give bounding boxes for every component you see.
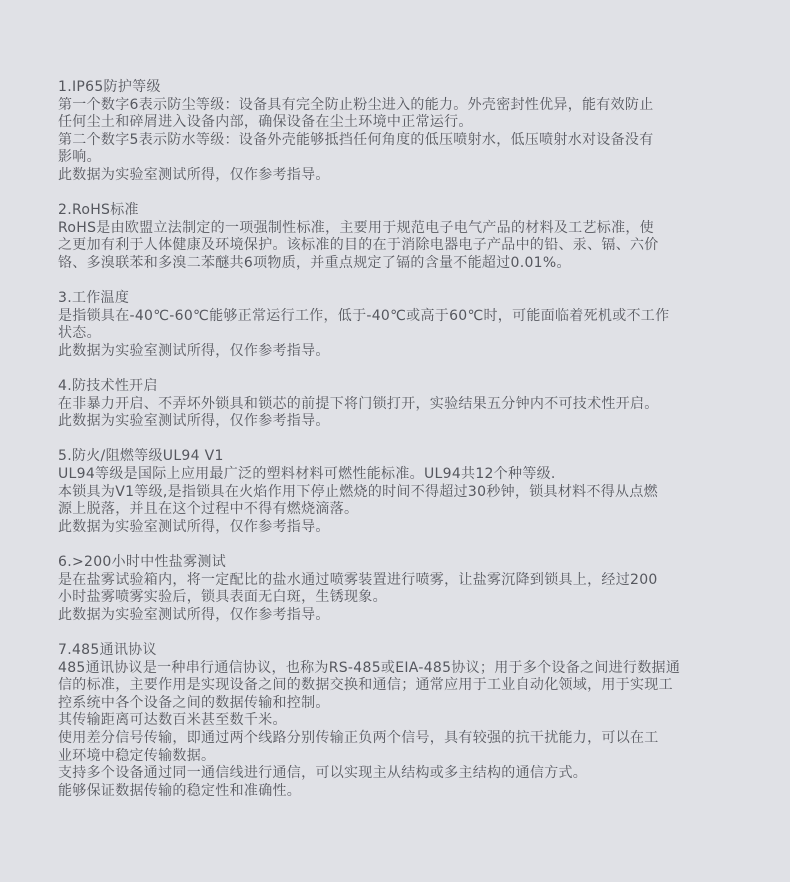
paragraph-line: 业环境中稳定传输数据。	[58, 747, 216, 764]
paragraph-line: 使用差分信号传输，即通过两个线路分别传输正负两个信号，具有较强的抗干扰能力，可以在工	[58, 729, 659, 746]
paragraph-line: 状态。	[58, 325, 101, 342]
paragraph-line: UL94等级是国际上应用最广泛的塑料材料可燃性能标准。UL94共12个种等级.	[58, 466, 556, 483]
paragraph-line: 其传输距离可达数百米甚至数千米。	[58, 712, 287, 729]
section-heading: 2.RoHS标准	[58, 202, 139, 219]
paragraph-line: 支持多个设备通过同一通信线进行通信，可以实现主从结构或多主结构的通信方式。	[58, 765, 588, 782]
spec-document	[58, 79, 748, 818]
paragraph-line: 任何尘土和碎屑进入设备内部，确保设备在尘土环境中正常运行。	[58, 114, 473, 131]
section-ip65	[58, 79, 748, 185]
paragraph-line: 第一个数字6表示防尘等级：设备具有完全防止粉尘进入的能力。外壳密封性优异，能有效防止	[58, 96, 654, 113]
section-heading: 5.防火/阻燃等级UL94 V1	[58, 448, 224, 465]
paragraph-line: 铬、多溴联苯和多溴二苯醚共6项物质，并重点规定了镉的含量不能超过0.01%。	[58, 254, 571, 271]
section-anti-technical-opening	[58, 378, 748, 431]
section-heading: 4.防技术性开启	[58, 378, 158, 395]
paragraph-line: 信的标准，主要作用是实现设备之间的数据交换和通信；通常应用于工业自动化领域，用于实现工	[58, 677, 673, 694]
section-485-protocol	[58, 642, 748, 800]
section-heading: 1.IP65防护等级	[58, 79, 161, 95]
paragraph-line: 在非暴力开启、不弄坏外锁具和锁芯的前提下将门锁打开，实验结果五分钟内不可技术性开启。	[58, 395, 659, 412]
section-rohs	[58, 202, 748, 272]
paragraph-line: 此数据为实验室测试所得，仅作参考指导。	[58, 606, 330, 623]
paragraph-line: 本锁具为V1等级,是指锁具在火焰作用下停止燃烧的时间不得超过30秒钟，锁具材料不得从点燃	[58, 483, 658, 500]
paragraph-line: 之更加有利于人体健康及环境保护。该标准的目的在于消除电器电子产品中的铅、汞、镉、六价	[58, 237, 659, 254]
paragraph-line: 能够保证数据传输的稳定性和准确性。	[58, 782, 302, 799]
paragraph-line: 是在盐雾试验箱内，将一定配比的盐水通过喷雾装置进行喷雾，让盐雾沉降到锁具上，经过200	[58, 571, 658, 588]
section-heading: 6.>200小时中性盐雾测试	[58, 554, 227, 571]
section-heading: 3.工作温度	[58, 290, 130, 307]
section-operating-temperature	[58, 290, 748, 360]
paragraph-line: 此数据为实验室测试所得，仅作参考指导。	[58, 166, 330, 183]
paragraph-line: 485通讯协议是一种串行通信协议，也称为RS-485或EIA-485协议；用于多个设备之间进行数据通	[58, 659, 681, 676]
paragraph-line: 此数据为实验室测试所得，仅作参考指导。	[58, 413, 330, 430]
paragraph-line: 影响。	[58, 149, 101, 166]
paragraph-line: 是指锁具在-40℃-60℃能够正常运行工作，低于-40℃或高于60℃时，可能面临着死机或不工作	[58, 307, 670, 324]
section-salt-spray-test	[58, 554, 748, 624]
paragraph-line: 小时盐雾喷雾实验后，锁具表面无白斑，生锈现象。	[58, 589, 387, 606]
paragraph-line: 此数据为实验室测试所得，仅作参考指导。	[58, 342, 330, 359]
paragraph-line: 第二个数字5表示防水等级：设备外壳能够抵挡任何角度的低压喷射水，低压喷射水对设备没有	[58, 131, 654, 148]
paragraph-line: 源上脱落，并且在这个过程中不得有燃烧滴落。	[58, 501, 359, 518]
paragraph-line: 控系统中各个设备之间的数据传输和控制。	[58, 694, 330, 711]
section-heading: 7.485通讯协议	[58, 642, 157, 658]
section-flame-rating	[58, 448, 748, 536]
paragraph-line: 此数据为实验室测试所得，仅作参考指导。	[58, 518, 330, 535]
paragraph-line: RoHS是由欧盟立法制定的一项强制性标准，主要用于规范电子电气产品的材料及工艺标准，使	[58, 219, 654, 236]
